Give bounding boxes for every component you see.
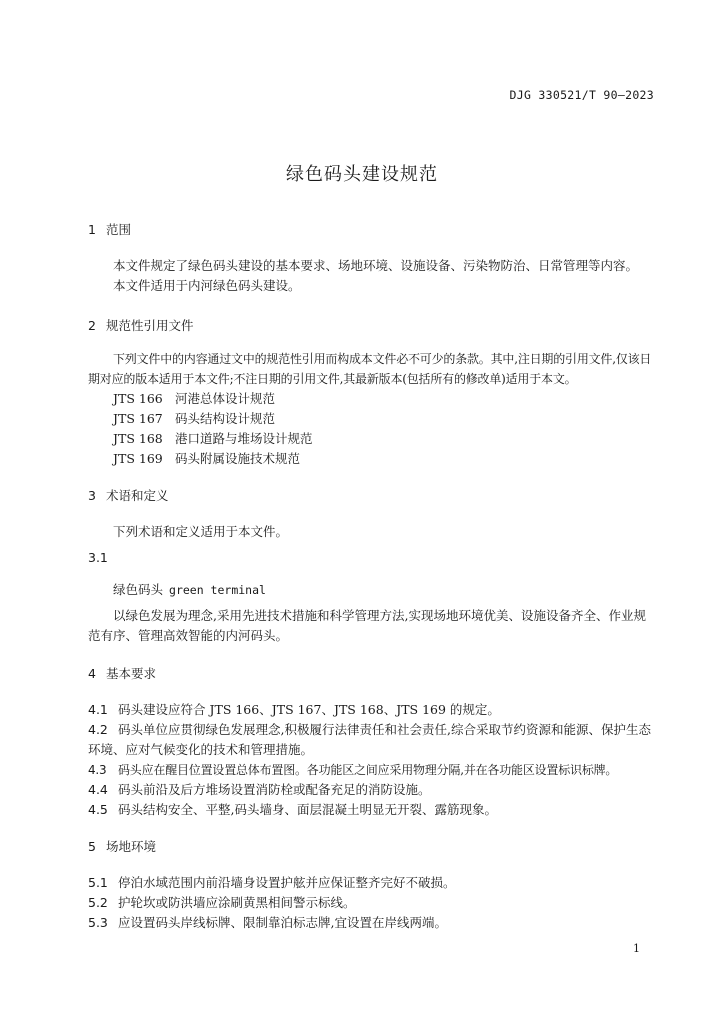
clause-text: 码头应在醒目位置设置总体布置图。各功能区之间应采用物理分隔,并在各功能区设置标识标牌。 [118, 763, 618, 777]
clause-item [88, 873, 660, 893]
term-english: green terminal [169, 583, 266, 597]
document-code: DJG 330521/T 90—2023 [509, 88, 654, 102]
reference-item [113, 429, 313, 447]
clause-text: 停泊水域范围内前沿墙身设置护舷并应保证整齐完好不破损。 [118, 875, 456, 890]
section-title: 场地环境 [106, 839, 157, 854]
reference-name: 码头结构设计规范 [175, 411, 276, 426]
section-1-heading [88, 220, 131, 238]
reference-code: JTS 168 [113, 431, 163, 446]
term-entry [113, 580, 266, 598]
reference-name: 河港总体设计规范 [175, 391, 276, 406]
reference-code: JTS 166 [113, 391, 163, 406]
reference-name: 码头附属设施技术规范 [175, 451, 301, 466]
reference-item [113, 389, 275, 407]
clause-text: 码头建设应符合 JTS 166、JTS 167、JTS 168、JTS 169 的规定。 [118, 702, 500, 717]
reference-code: JTS 169 [113, 451, 163, 466]
section-number: 5 [88, 839, 96, 854]
section-5-heading [88, 837, 156, 855]
clause-code: 5.3 [88, 915, 108, 930]
term-chinese: 绿色码头 [113, 582, 164, 597]
section-4-heading [88, 664, 156, 682]
reference-name: 港口道路与堆场设计规范 [175, 431, 313, 446]
section-3-heading [88, 486, 169, 504]
paragraph: 本文件适用于内河绿色码头建设。 [113, 278, 301, 293]
clause-code: 5.2 [88, 895, 108, 910]
clause-text: 护轮坎或防洪墙应涂刷黄黑相间警示标线。 [118, 895, 356, 910]
section-title: 术语和定义 [106, 488, 169, 503]
clause-text: 码头前沿及后方堆场设置消防栓或配备充足的消防设施。 [118, 782, 431, 797]
section-title: 范围 [106, 222, 132, 237]
clause-item [88, 913, 660, 933]
clause-item [88, 760, 660, 780]
paragraph: 下列文件中的内容通过文中的规范性引用而构成本文件必不可少的条款。其中,注日期的引用文件,仅该日期对应的版本适用于本文件;不注日期的引用文件,其最新版本(包括所有的修改单)适用于本文。 [88, 352, 652, 386]
reference-item [113, 409, 275, 427]
subsection-number: 3.1 [88, 550, 108, 565]
term-definition: 以绿色发展为理念,采用先进技术措施和科学管理方法,实现场地环境优美、设施设备齐全、作业规范有序、管理高效智能的内河码头。 [88, 608, 646, 643]
reference-code: JTS 167 [113, 411, 163, 426]
clause-text: 应设置码头岸线标牌、限制靠泊标志牌,宜设置在岸线两端。 [118, 915, 447, 930]
paragraph: 下列术语和定义适用于本文件。 [113, 524, 289, 539]
clause-item [88, 720, 660, 760]
paragraph: 本文件规定了绿色码头建设的基本要求、场地环境、设施设备、污染物防治、日常管理等内容。 [113, 258, 639, 273]
section-2-heading [88, 316, 194, 334]
clause-text: 码头结构安全、平整,码头墙身、面层混凝土明显无开裂、露筋现象。 [118, 802, 497, 817]
clause-code: 4.3 [88, 763, 107, 777]
clause-code: 5.1 [88, 875, 108, 890]
clause-item [88, 780, 660, 800]
clause-code: 4.4 [88, 782, 108, 797]
section-number: 3 [88, 488, 96, 503]
clause-item [88, 800, 660, 820]
clause-code: 4.5 [88, 802, 108, 817]
clause-code: 4.2 [88, 722, 108, 737]
document-title: 绿色码头建设规范 [286, 164, 438, 185]
section-number: 1 [88, 222, 96, 237]
clause-code: 4.1 [88, 702, 108, 717]
section-number: 4 [88, 666, 96, 681]
clause-item [88, 893, 660, 913]
clause-item [88, 700, 660, 720]
section-title: 规范性引用文件 [106, 318, 194, 333]
section-number: 2 [88, 318, 96, 333]
clause-text: 码头单位应贯彻绿色发展理念,积极履行法律责任和社会责任,综合采取节约资源和能源、保护生态环境、应对气候变化的技术和管理措施。 [88, 722, 651, 757]
reference-item [113, 449, 300, 467]
section-title: 基本要求 [106, 666, 157, 681]
page-number: 1 [633, 942, 640, 955]
